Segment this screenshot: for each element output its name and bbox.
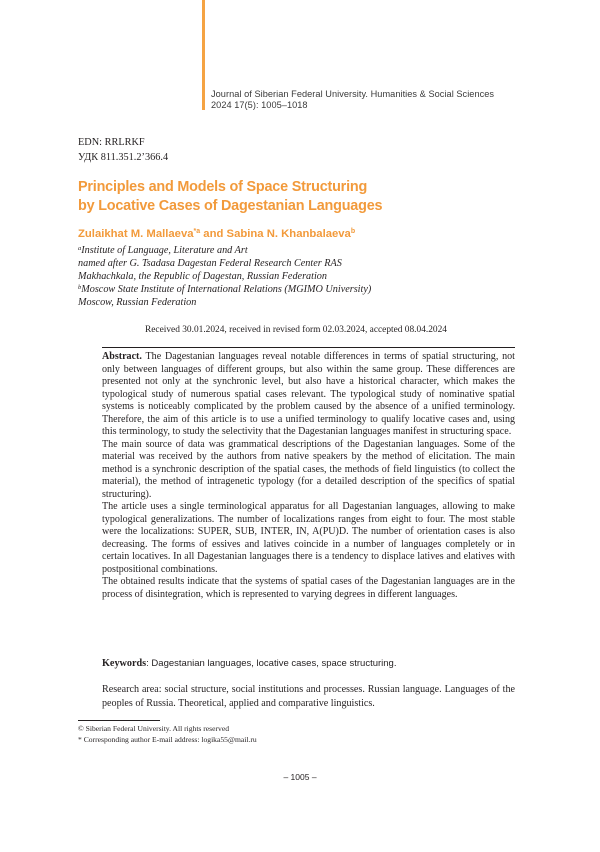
abstract-paragraph: The article uses a single terminological apparatus for all Dagestanian languages, allowing to make typological generalizations. The number of localizations ranges from eight to four. The most stable were the localizations: SUPER, SUB, INTER, IN, A(PU)D. The number of orientation cases is also decreasing. The forms of essives and latives coincide in a number of languages completely or in certain locatives. In all Dagestanian languages there is a tendency to displace latives and elatives with postpositional combinations. bbox=[102, 501, 515, 575]
abstract-paragraph: The main source of data was grammatical descriptions of the Dagestanian languages. Some of the material was received by the authors from native speakers by the method of elicitation. The main method is a synchronic description of the spatial cases, the methods of field linguistics (to collect the material), the method of intragenetic typology (for a detailed description of the specifics of spatial structuring). bbox=[102, 438, 515, 500]
abstract-paragraph bbox=[102, 351, 515, 439]
author-affiliation-mark: *a bbox=[193, 228, 201, 235]
affiliation-a-line: named after G. Tsadasa Dagestan Federal Research Center RAS bbox=[78, 258, 342, 269]
footnote-rule bbox=[78, 720, 160, 721]
keywords-label: Keywords bbox=[102, 658, 147, 669]
keywords-text: : Dagestanian languages, locative cases, space structuring. bbox=[146, 658, 397, 669]
copyright-footnote: © Siberian Federal University. All rights reserved bbox=[78, 724, 229, 733]
affiliation-mark: a bbox=[78, 245, 82, 252]
article-title-line-1: Principles and Models of Space Structuring bbox=[78, 179, 368, 195]
page-number: – 1005 – bbox=[283, 772, 317, 782]
author-list bbox=[78, 228, 355, 240]
affiliation-b-line: Moscow, Russian Federation bbox=[78, 297, 197, 308]
affiliation-mark: b bbox=[78, 284, 82, 291]
article-title-line-2: by Locative Cases of Dagestanian Languages bbox=[78, 198, 383, 214]
abstract-rule bbox=[102, 347, 515, 348]
author-joiner: and bbox=[200, 228, 227, 240]
affiliation-a-line bbox=[78, 245, 248, 256]
header-accent-bar bbox=[202, 0, 205, 110]
journal-name: Journal of Siberian Federal University. Humanities & Social Sciences bbox=[211, 89, 495, 99]
abstract-block bbox=[102, 351, 515, 601]
affiliation-text: Moscow State Institute of International Relations (MGIMO University) bbox=[81, 284, 372, 295]
edn-code: EDN: RRLRKF bbox=[78, 137, 145, 148]
abstract-label: Abstract. bbox=[102, 351, 142, 362]
affiliation-b-line bbox=[78, 284, 371, 295]
author-affiliation-mark: b bbox=[350, 228, 356, 235]
author-name: Zulaikhat M. Mallaeva bbox=[78, 228, 194, 240]
author-name: Sabina N. Khanbalaeva bbox=[226, 228, 351, 240]
research-area bbox=[102, 683, 515, 710]
keywords bbox=[102, 658, 515, 669]
abstract-paragraph: The obtained results indicate that the systems of spatial cases of the Dagestanian languages are in the process of disintegration, which is represented to varying degrees in different languages. bbox=[102, 576, 515, 600]
affiliation-a-line: Makhachkala, the Republic of Dagestan, Russian Federation bbox=[78, 271, 327, 282]
affiliation-text: Institute of Language, Literature and Art bbox=[81, 245, 248, 256]
received-dates: Received 30.01.2024, received in revised form 02.03.2024, accepted 08.04.2024 bbox=[145, 325, 447, 335]
abstract-text: The Dagestanian languages reveal notable differences in terms of spatial structuring, not only between languages of different groups, but also within the same group. These differences are presented not only at the synchronic level, but also have a historical character, which makes the typological study of numerous spatial cases relevant. The typological study of nominative spatial systems is noticeably complicated by the problem caused by the absence of a unified terminology. Therefore, the aim of this article is to use a unified terminology to qualify locative cases and, using this terminology, to study the selectivity that the Dagestanian languages manifest in structuring space. bbox=[102, 351, 515, 438]
research-area-text: Research area: social structure, social institutions and processes. Russian language. Languages of the peoples of Russia. Theoretical, applied and comparative linguistics. bbox=[102, 684, 515, 709]
journal-issue: 2024 17(5): 1005–1018 bbox=[211, 100, 308, 110]
corresponding-author-footnote: * Corresponding author E-mail address: logika55@mail.ru bbox=[78, 735, 257, 744]
udk-code: УДК 811.351.2’366.4 bbox=[78, 152, 169, 163]
